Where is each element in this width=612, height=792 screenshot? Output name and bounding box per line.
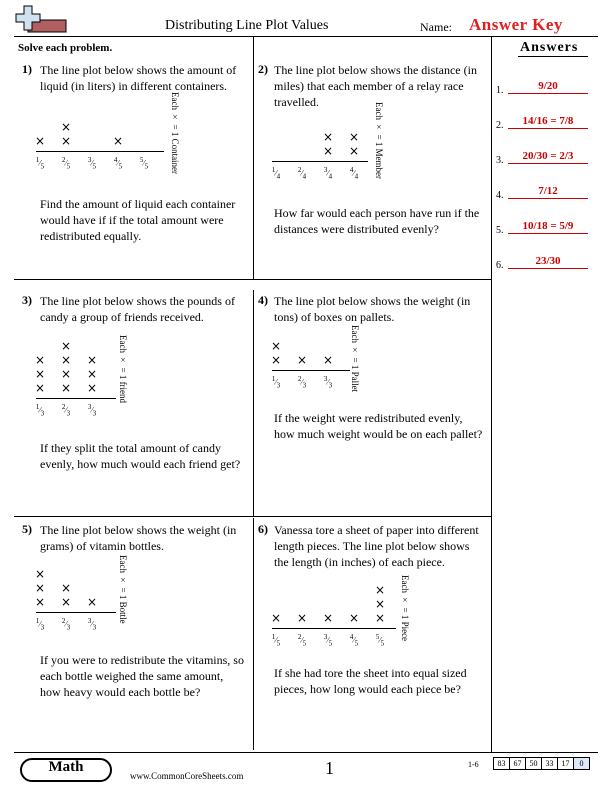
tick-label: $^4⁄_4$ [349, 166, 359, 181]
plot-x-mark: × [86, 353, 98, 367]
tick-label: $^1⁄_4$ [271, 166, 281, 181]
answer-line [508, 268, 588, 269]
problem-number: 4) [258, 293, 268, 307]
problem-intro: The line plot below shows the weight (in tons) of boxes on pallets. [274, 294, 471, 324]
tick-label: $^2⁄_4$ [297, 166, 307, 181]
plot-x-mark: × [322, 130, 334, 144]
plot-x-mark: × [86, 381, 98, 395]
line-plot-axis [36, 612, 116, 613]
problem-question: How far would each person have run if the distances were distributed evenly? [274, 206, 480, 236]
answer-row [496, 138, 596, 168]
plot-x-mark: × [60, 595, 72, 609]
tick-label: $^3⁄_3$ [87, 403, 97, 418]
problem-intro: The line plot below shows the pounds of candy a group of friends received. [40, 294, 235, 324]
problem-question: If they split the total amount of candy evenly, how much would each friend get? [40, 441, 241, 471]
problem-number: 3) [22, 293, 32, 307]
column-divider-3 [253, 518, 254, 750]
tick-label: $^4⁄_5$ [113, 156, 123, 171]
row-divider-1 [14, 279, 491, 280]
tick-label: $^1⁄_3$ [35, 617, 45, 632]
problem-intro: Vanessa tore a sheet of paper into different length pieces. The line plot below shows the length (in inches) of each piece. [274, 523, 479, 569]
answer-row [496, 243, 596, 273]
line-plot-key: Each × = 1 friend [118, 335, 128, 404]
score-cell: 0 [574, 758, 590, 770]
problem-number: 2) [258, 62, 268, 76]
answer-line [508, 233, 588, 234]
tick-label: $^1⁄_3$ [271, 375, 281, 390]
plot-x-mark: × [34, 581, 46, 595]
row-divider-2 [14, 516, 491, 517]
line-plot-axis [272, 370, 350, 371]
answer-number: 2. [496, 120, 504, 131]
answer-line [508, 128, 588, 129]
answer-value: 10/18 = 5/9 [522, 220, 574, 232]
answer-value: 20/30 = 2/3 [522, 150, 574, 162]
math-plus-logo-icon [14, 4, 70, 38]
tick-label: $^1⁄_5$ [271, 633, 281, 648]
line-plot-key: Each × = 1 Member [374, 102, 384, 180]
plot-x-mark: × [296, 611, 308, 625]
plot-x-mark: × [348, 144, 360, 158]
plot-x-mark: × [34, 134, 46, 148]
plot-x-mark: × [296, 353, 308, 367]
score-cell: 83 [494, 758, 510, 770]
problem-number: 1) [22, 62, 32, 76]
tick-label: $^4⁄_5$ [349, 633, 359, 648]
answer-number: 5. [496, 225, 504, 236]
problem-question: If you were to redistribute the vitamins, so each bottle weighed the same amount, how heavy would each bottle be? [40, 653, 244, 699]
problem-number: 5) [22, 522, 32, 536]
plot-x-mark: × [374, 597, 386, 611]
problem-intro: The line plot below shows the distance (in miles) that each member of a relay race travelled. [274, 63, 477, 109]
score-cell: 17 [558, 758, 574, 770]
tick-label: $^2⁄_5$ [61, 156, 71, 171]
column-divider-2 [253, 290, 254, 516]
problem-question: If she had tore the sheet into equal sized pieces, how long would each piece be? [274, 666, 467, 696]
plot-x-mark: × [322, 144, 334, 158]
tick-label: $^3⁄_3$ [87, 617, 97, 632]
tick-label: $^5⁄_5$ [375, 633, 385, 648]
footer-divider [14, 752, 598, 753]
answer-key-label: Answer Key [469, 15, 563, 34]
tick-label: $^1⁄_5$ [35, 156, 45, 171]
name-label: Name: [420, 20, 452, 34]
plot-x-mark: × [348, 611, 360, 625]
problem-intro: The line plot below shows the amount of liquid (in liters) in different containers. [40, 63, 237, 93]
footer-site: www.CommonCoreSheets.com [130, 771, 244, 781]
tick-label: $^2⁄_5$ [297, 633, 307, 648]
footer-logo-text: Math [48, 759, 84, 775]
plot-x-mark: × [270, 339, 282, 353]
line-plot-key: Each × = 1 Piece [400, 575, 410, 642]
problem-question: Find the amount of liquid each container would have if if the total amount were redistributed equally. [40, 197, 236, 243]
line-plot-key: Each × = 1 Pallet [350, 325, 360, 393]
page-number: 1 [325, 758, 334, 778]
answer-value: 7/12 [538, 185, 558, 197]
answer-number: 3. [496, 155, 504, 166]
plot-x-mark: × [34, 595, 46, 609]
problem-question: If the weight were redistributed evenly, how much weight would be on each pallet? [274, 411, 483, 441]
plot-x-mark: × [374, 611, 386, 625]
tick-label: $^1⁄_3$ [35, 403, 45, 418]
answer-line [508, 93, 588, 94]
tick-label: $^3⁄_3$ [323, 375, 333, 390]
line-plot-axis [272, 628, 396, 629]
plot-x-mark: × [112, 134, 124, 148]
line-plot-axis [36, 398, 116, 399]
answer-value: 23/30 [535, 255, 561, 267]
plot-x-mark: × [374, 583, 386, 597]
answers-divider [491, 37, 492, 753]
header-divider [14, 36, 598, 37]
score-cell: 67 [510, 758, 526, 770]
plot-x-mark: × [34, 353, 46, 367]
answer-row [496, 173, 596, 203]
line-plot-key: Each × = 1 Bottle [118, 555, 128, 624]
plot-x-mark: × [60, 120, 72, 134]
answer-row [496, 208, 596, 238]
problem-intro: The line plot below shows the weight (in grams) of vitamin bottles. [40, 523, 237, 553]
plot-x-mark: × [322, 353, 334, 367]
answers-title: Answers [520, 40, 579, 55]
tick-label: $^3⁄_5$ [87, 156, 97, 171]
page-title: Distributing Line Plot Values [165, 18, 329, 33]
tick-label: $^2⁄_3$ [61, 403, 71, 418]
plot-x-mark: × [60, 581, 72, 595]
tick-label: $^2⁄_3$ [61, 617, 71, 632]
score-cell: 33 [542, 758, 558, 770]
column-divider-1 [253, 37, 254, 279]
answer-number: 4. [496, 190, 504, 201]
answer-line [508, 163, 588, 164]
plot-x-mark: × [60, 134, 72, 148]
answer-number: 6. [496, 260, 504, 271]
plot-x-mark: × [60, 367, 72, 381]
plot-x-mark: × [60, 353, 72, 367]
tick-label: $^2⁄_3$ [297, 375, 307, 390]
plot-x-mark: × [270, 353, 282, 367]
plot-x-mark: × [270, 611, 282, 625]
line-plot-axis [272, 161, 368, 162]
plot-x-mark: × [60, 381, 72, 395]
answer-value: 14/16 = 7/8 [522, 115, 574, 127]
plot-x-mark: × [34, 567, 46, 581]
problem-number: 6) [258, 522, 268, 536]
plot-x-mark: × [86, 595, 98, 609]
answer-row [496, 68, 596, 98]
line-plot-key: Each × = 1 Container [170, 92, 180, 175]
answer-line [508, 198, 588, 199]
score-range: 1-6 [468, 760, 479, 769]
answer-row [496, 103, 596, 133]
answers-underline [518, 56, 588, 57]
plot-x-mark: × [34, 367, 46, 381]
answer-number: 1. [496, 85, 504, 96]
tick-label: $^3⁄_4$ [323, 166, 333, 181]
plot-x-mark: × [348, 130, 360, 144]
line-plot-axis [36, 151, 164, 152]
score-table [493, 757, 590, 770]
plot-x-mark: × [86, 367, 98, 381]
instructions: Solve each problem. [18, 42, 113, 54]
score-cell: 50 [526, 758, 542, 770]
plot-x-mark: × [60, 339, 72, 353]
answer-value: 9/20 [538, 80, 558, 92]
tick-label: $^5⁄_5$ [139, 156, 149, 171]
plot-x-mark: × [322, 611, 334, 625]
tick-label: $^3⁄_5$ [323, 633, 333, 648]
plot-x-mark: × [34, 381, 46, 395]
